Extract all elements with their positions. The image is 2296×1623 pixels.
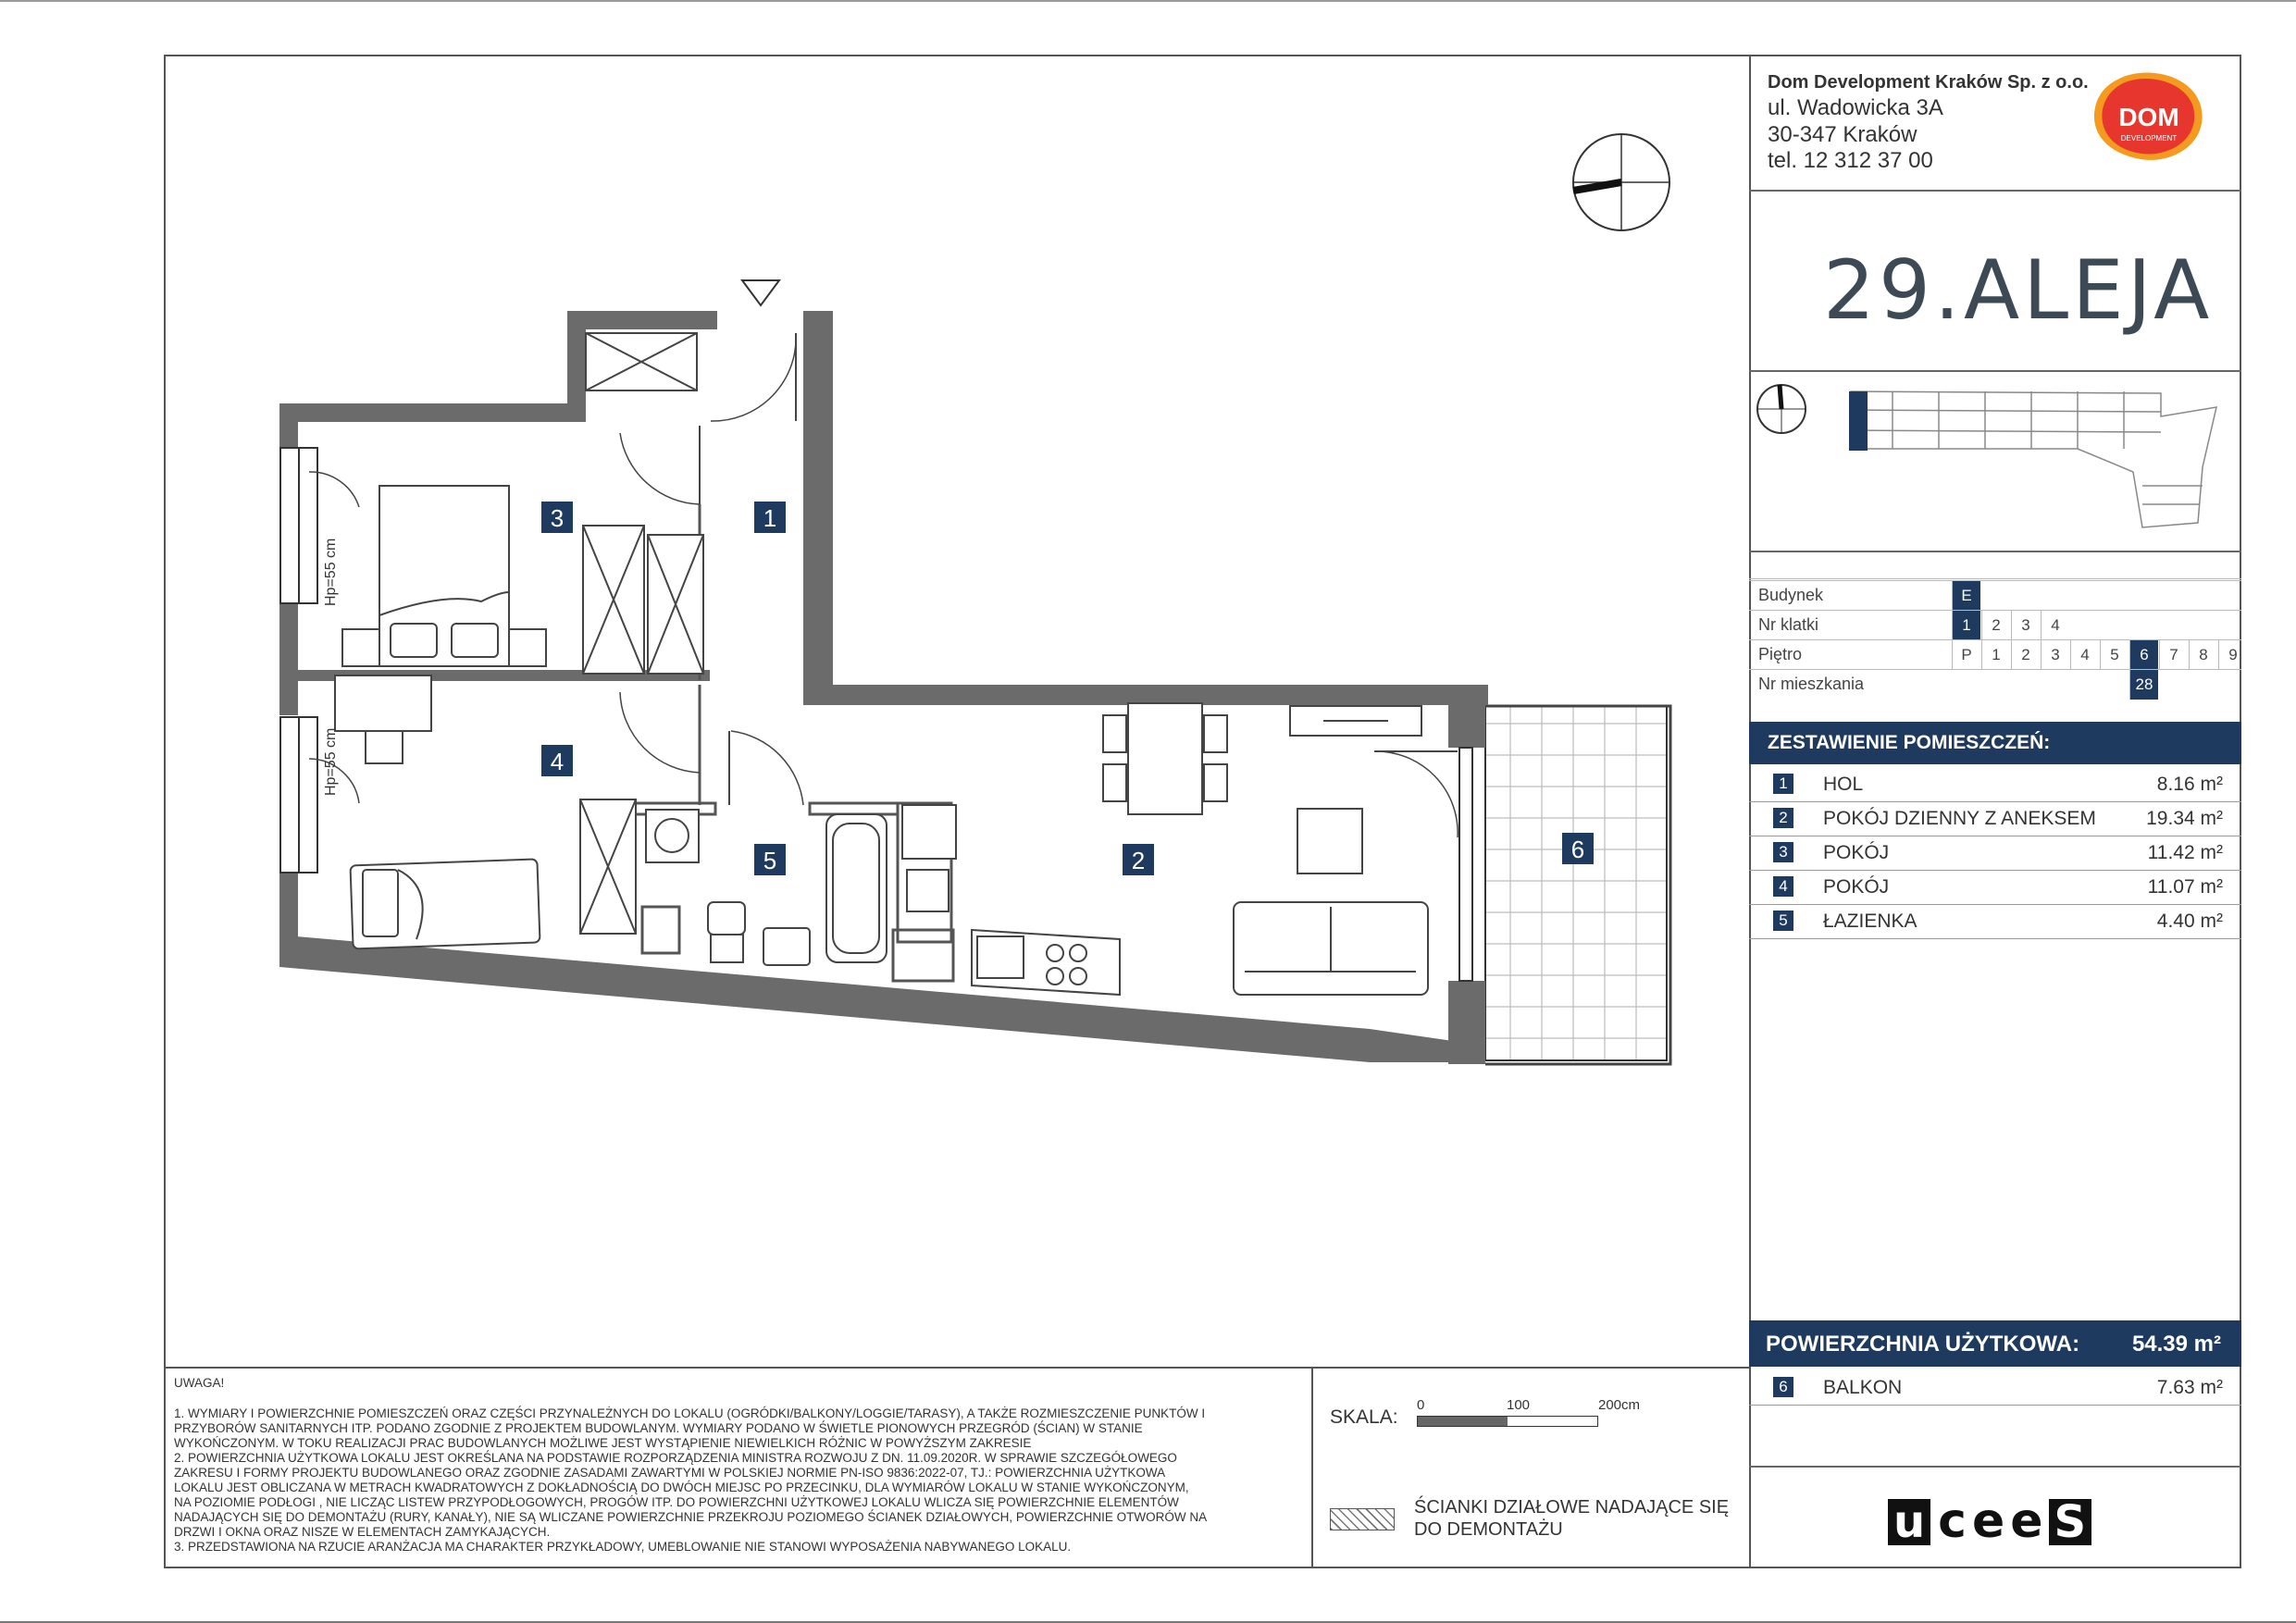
company-street: ul. Wadowicka 3A [1768, 95, 1943, 120]
notes-line: NA POZIOMIE PODŁOGI , NIE LICZĄC LISTEW PRZYPODŁOGOWYCH, PROGÓW ITP. DO POWIERZCHNI UŻYTKOWEJ LOKALU WLICZA SIĘ POWIERZCHNIE ELEMENTÓW [174, 1495, 1179, 1509]
location-row-label: Nr mieszkania [1758, 675, 1865, 693]
kitchen-counter [972, 930, 1120, 995]
room-name: HOL [1823, 774, 1864, 795]
usable-area-value: 54.39 m² [2131, 1332, 2221, 1357]
notes-divider-v [1311, 1367, 1313, 1568]
panel-divider [1749, 370, 2241, 372]
room-area: 11.07 m² [2147, 876, 2223, 898]
desk-room4 [335, 675, 431, 763]
location-row-label: Piętro [1758, 645, 1803, 663]
location-cell: E [1952, 581, 1980, 611]
location-cell: 4 [2041, 611, 2069, 640]
room-name: ŁAZIENKA [1823, 911, 1917, 932]
location-row [1749, 580, 2241, 611]
room-num: 2 [1773, 808, 1793, 828]
room-area: 4.40 m² [2156, 911, 2223, 932]
room-area: 11.42 m² [2147, 842, 2223, 863]
location-cell: 1 [1981, 640, 2010, 670]
company-city: 30-347 Kraków [1768, 122, 1917, 147]
room-name: POKÓJ DZIENNY Z ANEKSEM [1823, 808, 2096, 829]
key-plan-compass-icon [1757, 385, 1806, 433]
notes-line: ZAKRESU I FORMY PROJEKTU BUDOWLANEGO ORAZ ZGODNIE ZASADAMI ZAWARTYMI W POLSKIEJ NORMIE PN-ISO 9836:2022-07, TJ.: POWIERZCHNIA UŻYTKOWA [174, 1466, 1166, 1480]
room-num: 1 [1773, 774, 1793, 794]
room-row [1749, 767, 2241, 802]
room-row [1749, 836, 2241, 871]
scale-bar [1417, 1416, 1598, 1427]
notes-line: DRZWI I OKNA ORAZ NISZE W ELEMENTACH ZAMYKAJĄCYCH. [174, 1525, 551, 1539]
room-name: POKÓJ [1823, 876, 1890, 898]
notes-line: 3. PRZEDSTAWIONA NA RZUCIE ARANŻACJA MA CHARAKTER PRZYKŁADOWY, UMEBLOWANIE NIE STANOWI WYPOSAŻENIA NABYWANEGO LOKALU. [174, 1540, 1072, 1554]
plan-label-6: 6 [1570, 836, 1585, 863]
room-row [1749, 801, 2241, 836]
location-cell: 4 [2070, 640, 2099, 670]
company-name: Dom Development Kraków Sp. z o.o. [1768, 72, 2089, 93]
usable-area-band [1749, 1320, 2241, 1367]
apartment-highlight [1849, 391, 1868, 451]
project-logo: 29.ALEJA [1823, 242, 2214, 338]
balcony-area [1485, 706, 1667, 1060]
plan-label-2: 2 [1131, 847, 1146, 874]
location-cell: 2 [1981, 611, 2010, 640]
room-row [1749, 904, 2241, 939]
plan-label-1: 1 [763, 504, 777, 532]
location-row [1749, 639, 2241, 670]
floor-plan [164, 55, 1749, 1369]
location-cell: 28 [2129, 670, 2158, 700]
legend-line-1: ŚCIANKI DZIAŁOWE NADAJĄCE SIĘ [1414, 1497, 1730, 1518]
scale-tick-0: 0 [1417, 1397, 1425, 1413]
usable-area-label: POWIERZCHNIA UŻYTKOWA: [1766, 1332, 2080, 1357]
window-note-1: Hp=55 cm [323, 538, 339, 606]
location-cell: 3 [2041, 640, 2069, 670]
bed-room4 [350, 859, 540, 948]
panel-divider [1749, 190, 2241, 192]
plan-label-3: 3 [550, 504, 565, 532]
tv-cabinet [1290, 706, 1421, 736]
room-row [1749, 870, 2241, 905]
scale-tick-100: 100 [1507, 1397, 1531, 1413]
notes-divider [164, 1367, 1749, 1369]
compass-icon [1573, 134, 1669, 230]
panel-divider [1749, 551, 2241, 552]
plan-label-4: 4 [550, 748, 565, 775]
location-cell: 2 [2011, 640, 2040, 670]
table-line [1749, 578, 2241, 579]
sofa [1234, 809, 1428, 995]
legend-line-2: DO DEMONTAŻU [1414, 1519, 1563, 1540]
bed-room3 [342, 486, 546, 666]
company-phone: tel. 12 312 37 00 [1768, 148, 1933, 173]
rooms-header-band [1749, 722, 2241, 764]
plan-label-5: 5 [763, 847, 777, 874]
location-cell: 1 [1952, 611, 1980, 640]
location-cell: P [1952, 640, 1980, 670]
panel-divider [1749, 1466, 2241, 1468]
rooms-header: ZESTAWIENIE POMIESZCZEŃ: [1768, 732, 2051, 753]
svg-text:DOM: DOM [2118, 103, 2179, 131]
svg-text:DEVELOPMENT: DEVELOPMENT [2120, 134, 2178, 142]
top-edge-line [0, 0, 2296, 2]
room-name: POKÓJ [1823, 842, 1890, 863]
location-row-label: Nr klatki [1758, 615, 1819, 634]
balcony-area-value: 7.63 m² [2156, 1377, 2223, 1398]
room-num: 3 [1773, 842, 1793, 862]
window-note-2: Hp=55 cm [323, 727, 339, 796]
entrance-marker [742, 280, 779, 305]
room-area: 19.34 m² [2146, 808, 2223, 829]
balcony-name: BALKON [1823, 1377, 1903, 1398]
ucees-logo: u cee S [1888, 1493, 2091, 1540]
notes-line: PRZYBORÓW SANITARNYCH ITP. PODANO ZGODNIE Z PROJEKTEM BUDOWLANYM. WYMIARY PODANO W ŚWIETLE PIONOWYCH PRZEGRÓD (ŚCIAN) W STANIE [174, 1421, 1143, 1435]
location-cell: 9 [2218, 640, 2247, 670]
room-num: 4 [1773, 876, 1793, 897]
balcony-row [1749, 1370, 2241, 1406]
hatch-swatch [1330, 1508, 1395, 1530]
dining-table [1103, 703, 1227, 814]
notes-line: 1. WYMIARY I POWIERZCHNIE POMIESZCZEŃ ORAZ CZĘŚCI PRZYNALEŻNYCH DO LOKALU (OGRÓDKI/BALKONY/LOGGIE/TARASY), A TAKŻE ROZMIESZCZENIE PUNKTÓW I [174, 1406, 1206, 1420]
location-cell: 7 [2159, 640, 2188, 670]
notes-title: UWAGA! [174, 1376, 225, 1390]
scale-tick-200: 200cm [1598, 1397, 1641, 1413]
location-cell: 5 [2100, 640, 2128, 670]
notes-line: 2. POWIERZCHNIA UŻYTKOWA LOKALU JEST OKREŚLANA NA PODSTAWIE ROZPORZĄDZENIA MINISTRA ROZWOJU Z DN. 11.09.2020R. W SPRAWIE SZCZEGÓŁOWEGO [174, 1451, 1177, 1465]
location-row [1749, 610, 2241, 640]
room-num: 5 [1773, 911, 1793, 931]
location-cell: 8 [2189, 640, 2217, 670]
notes-body [174, 1406, 1305, 1555]
location-row [1749, 669, 2241, 700]
key-plan [1754, 375, 2240, 546]
location-table [1749, 580, 2241, 700]
location-cell: 6 [2129, 640, 2158, 670]
location-row-label: Budynek [1758, 586, 1824, 604]
legend-text [1414, 1496, 1729, 1541]
notes-line: LOKALU JEST OBLICZANA W METRACH KWADRATOWYCH Z DOKŁADNOŚCIĄ DO DWÓCH MIEJSC PO PRZECINKU, DLA WYMIARÓW LOKALU W STANIE WYKOŃCZONYM, [174, 1481, 1189, 1494]
notes-line: NADAJĄCYCH SIĘ DO DEMONTAŻU (RURY, KANAŁY), NIE SĄ WLICZANE POWIERZCHNIE PRZEKROJU POZIOMEGO ŚCIANEK DZIAŁOWYCH, POWIERZCHNIE OTWORÓW NA [174, 1510, 1208, 1524]
scale-label: SKALA: [1330, 1406, 1398, 1428]
location-cell: 3 [2011, 611, 2040, 640]
balcony-num: 6 [1773, 1377, 1793, 1397]
dom-development-logo [2090, 68, 2210, 165]
notes-line: WYKOŃCZONYM. W TOKU REALIZACJI PRAC BUDOWLANYCH MOŻLIWE JEST WYSTĄPIENIE NIEWIELKICH RÓŻNIC W POWYŻSZYM ZAKRESIE [174, 1436, 1032, 1450]
room-area: 8.16 m² [2156, 774, 2223, 795]
